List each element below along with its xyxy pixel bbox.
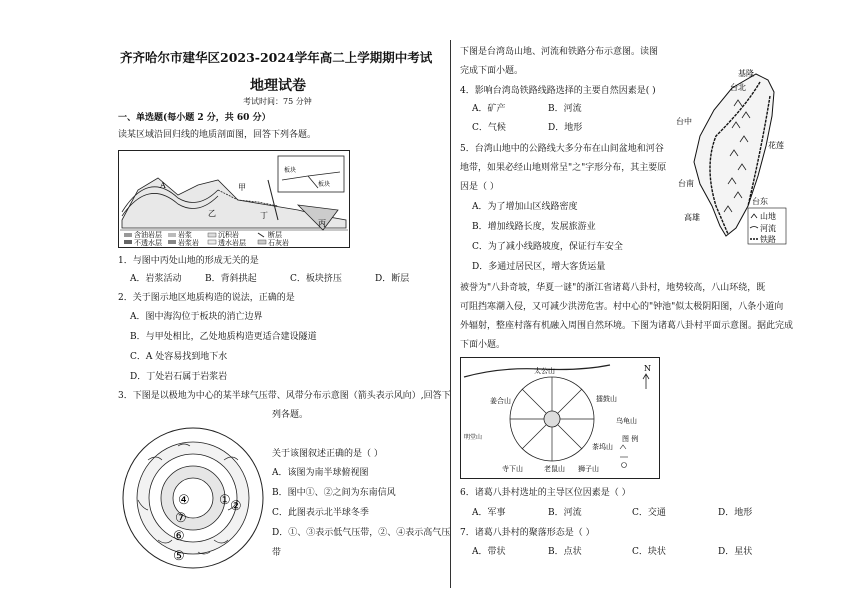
q4-option-c: C．气候 bbox=[472, 123, 506, 133]
label-a: A bbox=[160, 181, 166, 190]
city-keelung: 基隆 bbox=[738, 69, 754, 78]
circle-label-4: ④ bbox=[178, 493, 190, 508]
legend-3: 沉积岩 bbox=[218, 231, 239, 239]
q7-option-d: D．星状 bbox=[718, 547, 753, 557]
q2-stem: 2．关于图示地区地质构造的说法，正确的是 bbox=[118, 293, 295, 303]
passage-line1: 被誉为"八卦奇坡，华夏一谜"的浙江省诸葛八卦村，地势较高，八山环绕，既 bbox=[460, 283, 766, 293]
exam-title: 齐齐哈尔市建华区2023-2024学年高二上学期期中考试 bbox=[120, 50, 433, 65]
circle-label-2: ② bbox=[230, 499, 242, 514]
inset-plate-label-1: 板块 bbox=[284, 167, 297, 174]
north-arrow-label: N bbox=[644, 364, 651, 373]
subject-title: 地理试卷 bbox=[250, 78, 306, 94]
q3-sub-stem: 关于该图叙述正确的是（ ） bbox=[272, 449, 383, 459]
legend-railway: 铁路 bbox=[760, 235, 776, 244]
q5-option-a: A．为了增加山区线路密度 bbox=[472, 202, 578, 212]
q3-stem: 3．下图是以极地为中心的某半球气压带、风带分布示意图（箭头表示风向）,回答下 bbox=[118, 391, 451, 401]
q6-option-b: B．河流 bbox=[548, 508, 582, 518]
circle-label-6: ⑥ bbox=[173, 529, 185, 544]
q2-option-d: D．丁处岩石属于岩浆岩 bbox=[130, 372, 228, 382]
village-jianghe: 姜合山 bbox=[490, 397, 511, 405]
label-ding: 丁 bbox=[260, 211, 268, 220]
passage-line4: 下面小题。 bbox=[460, 340, 506, 350]
geology-profile-figure bbox=[118, 150, 350, 248]
legend-2: 岩浆 bbox=[178, 231, 192, 239]
city-tainan: 台南 bbox=[678, 179, 694, 188]
circle-label-1: ① bbox=[219, 493, 231, 508]
village-shizi: 狮子山 bbox=[578, 465, 599, 473]
q3-option-c: C．此图表示北半球冬季 bbox=[272, 508, 369, 518]
circle-label-5: ⑤ bbox=[173, 549, 185, 564]
city-hualien: 花莲 bbox=[768, 141, 784, 150]
section-heading: 一、单选题(每小题 2 分，共 60 分） bbox=[118, 113, 271, 123]
city-taipei: 台北 bbox=[730, 83, 746, 92]
q6-option-c: C．交通 bbox=[632, 508, 666, 518]
q7-option-a: A．带状 bbox=[472, 547, 506, 557]
q1-option-d: D．断层 bbox=[375, 274, 410, 284]
q4-option-b: B．河流 bbox=[548, 104, 582, 114]
q6-option-a: A．军事 bbox=[472, 508, 506, 518]
village-map-figure bbox=[460, 357, 660, 479]
q5-option-c: C．为了减小线路坡度，保证行车安全 bbox=[472, 242, 623, 252]
q5-option-b: B．增加线路长度，发展旅游业 bbox=[472, 222, 596, 232]
legend-river: 河流 bbox=[760, 224, 776, 233]
passage-line2: 可阻挡寒潮入侵，又可减少洪涝危害。村中心的"钟池"似太极阴阳图，八条小道向 bbox=[460, 302, 784, 312]
legend-4: 断层 bbox=[268, 231, 282, 239]
q7-option-b: B．点状 bbox=[548, 547, 582, 557]
village-sixia: 寺下山 bbox=[502, 465, 523, 473]
passage-line3: 外辐射，整座村落有机融入周围自然环境。下图为诸葛八卦村平面示意图。据此完成 bbox=[460, 321, 794, 331]
q5-stem-line1: 5．台湾山地中的公路线大多分布在山间盆地和河谷 bbox=[460, 144, 664, 154]
legend-7: 透水岩层 bbox=[218, 239, 246, 247]
q7-stem: 7．诸葛八卦村的聚落形态是（ ） bbox=[460, 528, 595, 538]
village-legend-title: 图 例 bbox=[622, 435, 639, 443]
label-yi: 乙 bbox=[208, 209, 216, 218]
q3-option-b: B．图中①、②之间为东南信风 bbox=[272, 488, 396, 498]
village-mingtang: 明堂山 bbox=[464, 434, 483, 441]
q5-option-d: D．多通过居民区，增大客货运量 bbox=[472, 262, 606, 272]
q4-option-a: A．矿产 bbox=[472, 104, 506, 114]
q1-option-a: A．岩浆活动 bbox=[130, 274, 182, 284]
legend-8: 石灰岩 bbox=[268, 239, 289, 247]
q5-stem-line3: 因是（ ） bbox=[460, 182, 499, 192]
q4-intro-line2: 完成下面小题。 bbox=[460, 66, 524, 76]
q4-intro-line1: 下图是台湾岛山地、河流和铁路分布示意图。读图 bbox=[460, 47, 659, 57]
pressure-belt-figure bbox=[118, 420, 268, 570]
q4-stem: 4．影响台湾岛铁路线路选择的主要自然因素是( ) bbox=[460, 86, 656, 96]
q1-option-c: C．板块挤压 bbox=[290, 274, 342, 284]
q2-option-a: A．图中海沟位于板块的消亡边界 bbox=[130, 312, 263, 322]
legend-6: 岩浆岩 bbox=[178, 239, 199, 247]
village-wugui: 乌龟山 bbox=[616, 417, 637, 425]
q1-option-b: B．背斜拱起 bbox=[205, 274, 257, 284]
legend-5: 不透水层 bbox=[134, 239, 162, 247]
village-laoshu: 老鼠山 bbox=[544, 465, 565, 473]
circle-label-7: ⑦ bbox=[175, 511, 187, 526]
village-leigu: 擂鼓山 bbox=[596, 395, 617, 403]
q1-intro: 读某区域沿回归线的地质剖面图，回答下列各题。 bbox=[118, 130, 317, 140]
legend-mountain: 山地 bbox=[760, 212, 776, 221]
q6-stem: 6．诸葛八卦村选址的主导区位因素是（ ） bbox=[460, 488, 631, 498]
q2-option-b: B．与甲处相比，乙处地质构造更适合建设隧道 bbox=[130, 332, 317, 342]
q4-option-d: D．地形 bbox=[548, 123, 583, 133]
label-jia: 甲 bbox=[238, 183, 246, 192]
q3-stem-cont: 列各题。 bbox=[272, 410, 309, 420]
q1-stem: 1．与图中丙处山地的形成无关的是 bbox=[118, 256, 259, 266]
taiwan-map-figure bbox=[676, 66, 788, 248]
city-kaohsiung: 高雄 bbox=[684, 213, 700, 222]
village-chawu: 茶坞山 bbox=[592, 443, 613, 451]
city-taitung: 台东 bbox=[752, 197, 768, 206]
column-divider bbox=[450, 40, 451, 588]
exam-time: 考试时间：75 分钟 bbox=[243, 97, 312, 106]
q5-stem-line2: 地带，如果必经山地则常呈"之"字形分布，其主要原 bbox=[460, 163, 667, 173]
q3-option-d: D．①、③表示低气压带，②、④表示高气压 bbox=[272, 528, 451, 538]
q3-option-a: A．该图为南半球俯视图 bbox=[272, 468, 369, 478]
label-bing: 丙 bbox=[318, 219, 326, 228]
village-taigong: 太公山 bbox=[534, 367, 555, 375]
legend-1: 含油岩层 bbox=[134, 231, 162, 239]
inset-plate-label-2: 板块 bbox=[318, 181, 331, 188]
q3-option-d-cont: 带 bbox=[272, 548, 282, 558]
city-taichung: 台中 bbox=[676, 117, 692, 126]
q7-option-c: C．块状 bbox=[632, 547, 666, 557]
q2-option-c: C．A 处容易找到地下水 bbox=[130, 352, 228, 362]
q6-option-d: D．地形 bbox=[718, 508, 753, 518]
